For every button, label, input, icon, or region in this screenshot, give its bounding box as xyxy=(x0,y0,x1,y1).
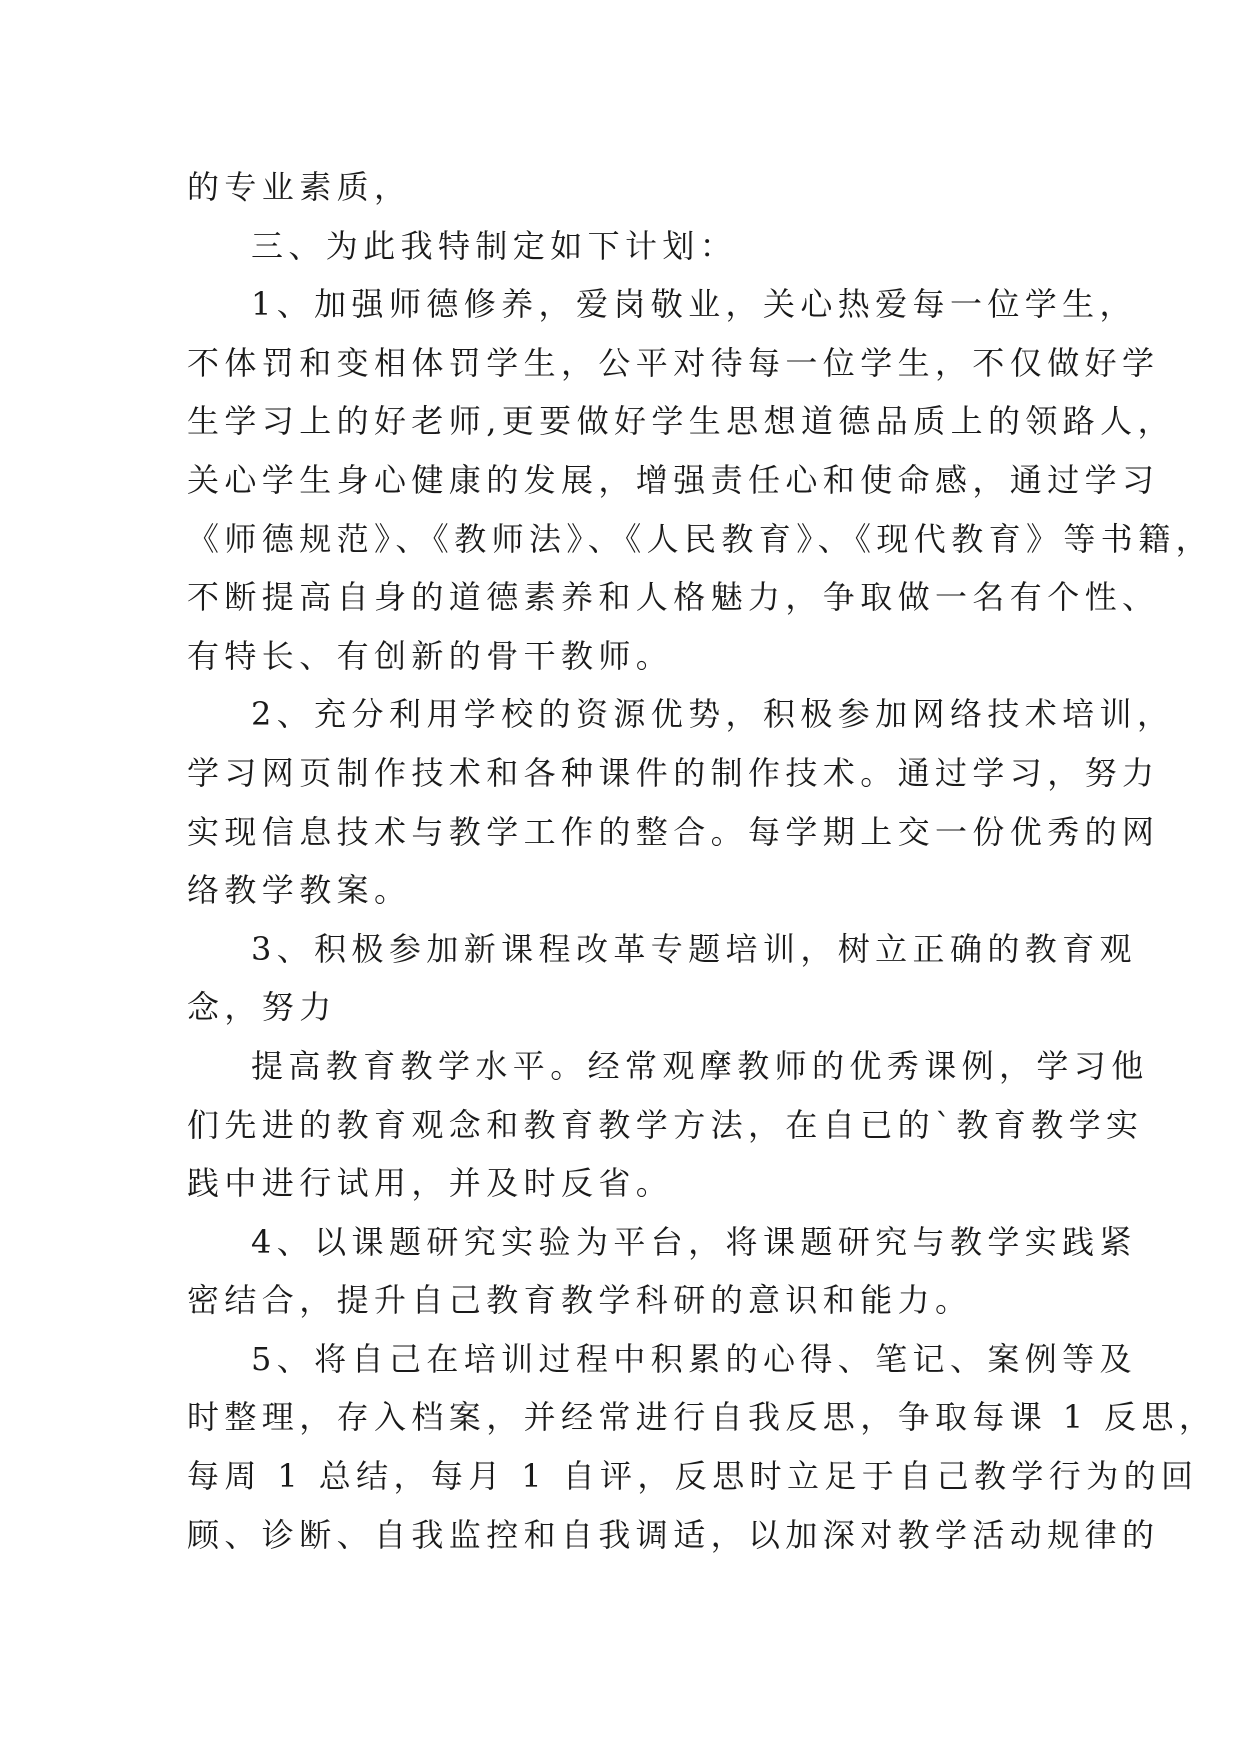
text-line: 们先进的教育观念和教育教学方法，在自已的`教育教学实 xyxy=(187,1105,1144,1144)
text-line: 络教学教案。 xyxy=(187,871,412,910)
text-line: 学习网页制作技术和各种课件的制作技术。通过学习，努力 xyxy=(187,753,1160,792)
text-line: 实现信息技术与教学工作的整合。每学期上交一份优秀的网 xyxy=(187,812,1160,851)
text-line: 不断提高自身的道德素养和人格魅力，争取做一名有个性、 xyxy=(187,578,1160,617)
text-line: 5、将自己在培训过程中积累的心得、笔记、案例等及 xyxy=(251,1339,1137,1378)
text-line: 不体罚和变相体罚学生，公平对待每一位学生，不仅做好学 xyxy=(187,343,1160,382)
text-line: 践中进行试用，并及时反省。 xyxy=(187,1164,674,1203)
document-body xyxy=(187,158,1217,1564)
text-line: 《师德规范》、《教师法》、《人民教育》、《现代教育》等书籍， xyxy=(187,519,1214,558)
text-line: 顾、诊断、自我监控和自我调适，以加深对教学活动规律的 xyxy=(187,1515,1160,1554)
text-line: 有特长、有创新的骨干教师。 xyxy=(187,636,674,675)
text-line: 的专业素质， xyxy=(187,168,412,206)
section-heading: 三、为此我特制定如下计划： xyxy=(251,226,738,265)
text-line: 提高教育教学水平。经常观摩教师的优秀课例，学习他 xyxy=(251,1046,1149,1085)
text-line: 时整理，存入档案，并经常进行自我反思，争取每课 1 反思， xyxy=(187,1398,1217,1437)
text-line: 每周 1 总结，每月 1 自评，反思时立足于自己教学行为的回 xyxy=(187,1457,1199,1496)
text-line: 关心学生身心健康的发展，增强责任心和使命感，通过学习 xyxy=(187,460,1160,499)
text-line: 念，努力 xyxy=(187,988,337,1027)
text-line: 1、加强师德修养，爱岗敬业，关心热爱每一位学生， xyxy=(251,285,1137,324)
text-line: 2、充分利用学校的资源优势，积极参加网络技术培训， xyxy=(251,695,1175,734)
text-line: 密结合，提升自己教育教学科研的意识和能力。 xyxy=(187,1281,973,1320)
text-line: 3、积极参加新课程改革专题培训，树立正确的教育观 xyxy=(251,929,1137,968)
text-line: 4、以课题研究实验为平台，将课题研究与教学实践紧 xyxy=(251,1222,1137,1261)
text-line: 生学习上的好老师,更要做好学生思想道德品质上的领路人， xyxy=(187,402,1175,441)
